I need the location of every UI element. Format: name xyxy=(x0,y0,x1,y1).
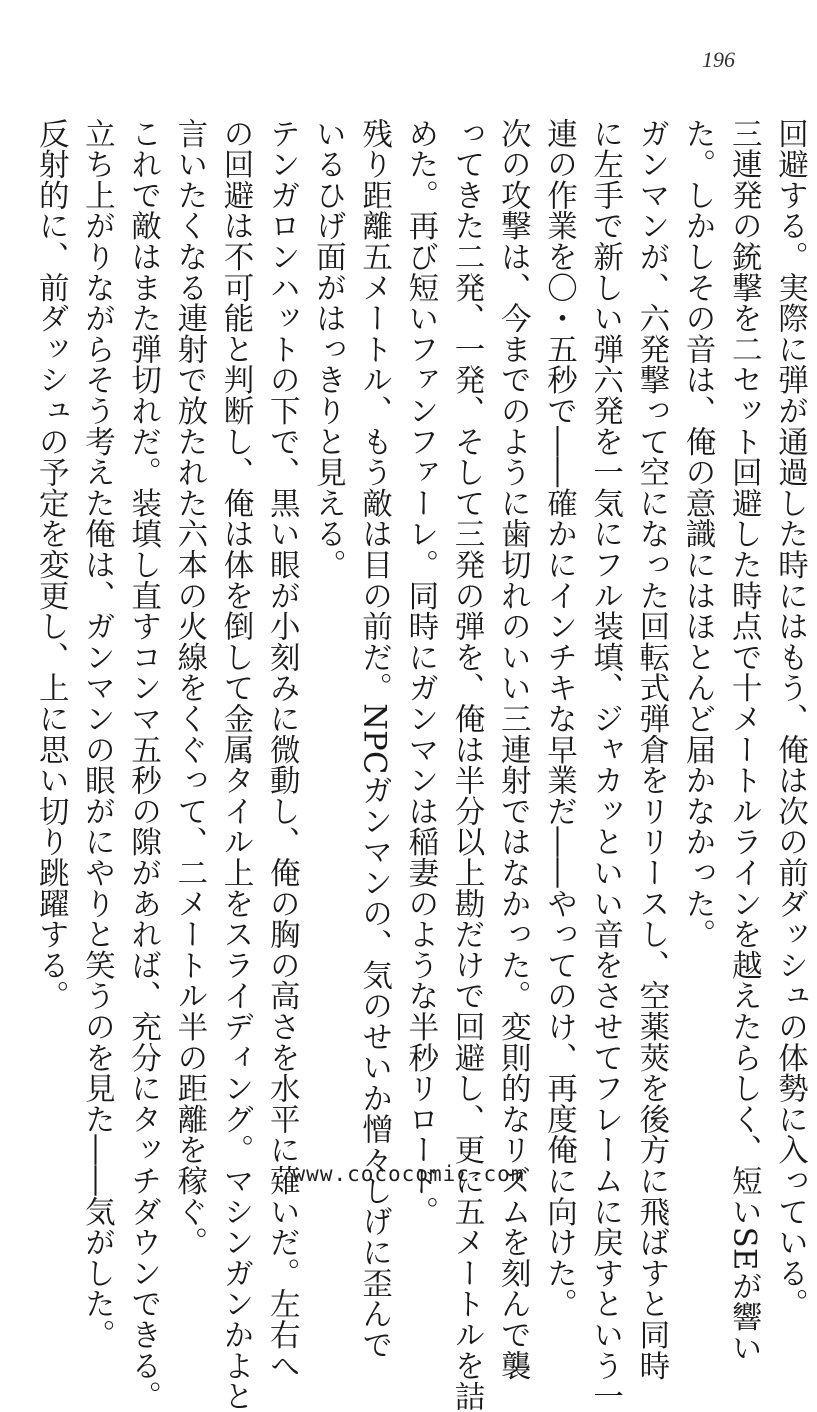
footer-url: www.cococomic.com xyxy=(292,1162,525,1186)
text-line: 次の攻撃は、今までのように歯切れのいい三連射ではなかった。変則的なリズムを刻んで襲 xyxy=(495,118,531,1381)
text-line: これで敵はまた弾切れだ。装填し直すコンマ五秒の隙があれば、充分にタッチダウンできる。 xyxy=(125,118,161,1412)
text-line: 立ち上がりながらそう考えた俺は、ガンマンの眼がにやりと笑うのを見た――気がした。 xyxy=(79,118,115,1350)
page-number: 196 xyxy=(702,47,735,72)
text-line: 回避する。実際に弾が通過した時にはもう、俺は次の前ダッシュの体勢に入っている。 xyxy=(772,118,808,1320)
text-line: た。しかしその音は、俺の意識にはほとんど届かなかった。 xyxy=(680,118,716,950)
text-line: ガンマンが、六発撃って空になった回転式弾倉をリリースし、空薬莢を後方に飛ばすと同時 xyxy=(633,118,669,1381)
text-line: の回避は不可能と判断し、俺は体を倒して金属タイル上をスライディング。マシンガンかよと xyxy=(218,118,254,1412)
text-line: テンガロンハットの下で、黒い眼が小刻みに微動し、俺の胸の高さを水平に薙いだ。左右へ xyxy=(264,118,300,1381)
text-line: 三連発の銃撃を二セット回避した時点で十メートルラインを越えたらしく、短いSEが響い xyxy=(726,118,762,1363)
text-line: ってきた二発、一発、そして三発の弾を、俺は半分以上勘だけで回避し、更に五メートルを詰 xyxy=(449,118,485,1412)
text-line: 言いたくなる連射で放たれた六本の火線をくぐって、二メートル半の距離を稼ぐ。 xyxy=(171,118,207,1258)
text-line: 連の作業を〇・五秒で――確かにインチキな早業だ――やってのけ、再度俺に向けた。 xyxy=(541,118,577,1320)
text-line: めた。再び短いファンファーレ。同時にガンマンは稲妻のような半秒リロード。 xyxy=(402,118,438,1227)
text-line: に左手で新しい弾六発を一気にフル装填、ジャカッといい音をさせてフレームに戻すという一 xyxy=(587,118,623,1412)
text-line: いるひげ面がはっきりと見える。 xyxy=(310,118,346,580)
text-line: 残り距離五メートル、もう敵は目の前だ。NPCガンマンの、気のせいか憎々しげに歪んで xyxy=(356,118,392,1360)
text-line: 反射的に、前ダッシュの予定を変更し、上に思い切り跳躍する。 xyxy=(33,118,69,1012)
